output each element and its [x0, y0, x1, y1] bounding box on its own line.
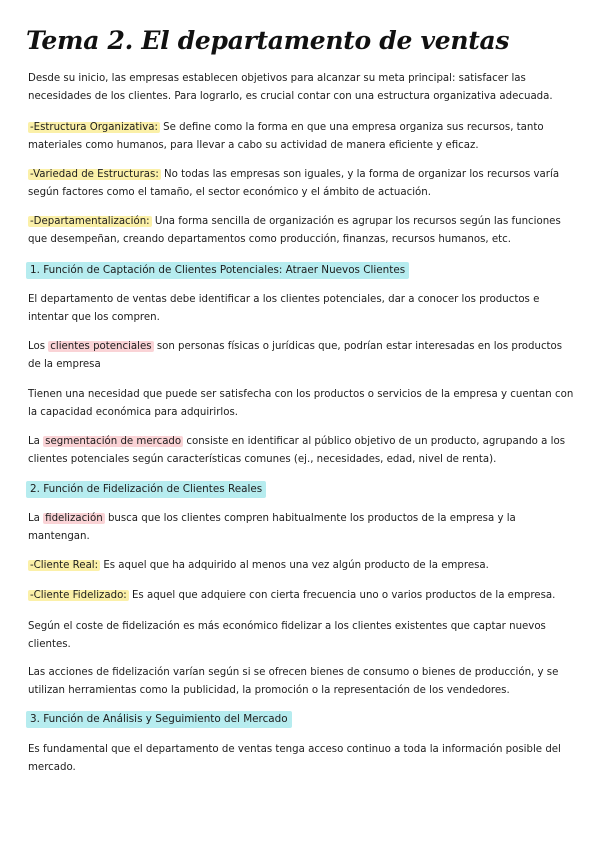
- departamentalizacion-term: -Departamentalización:: [30, 216, 150, 227]
- necesidad-paragraph: [28, 386, 576, 422]
- variedad-paragraph: [28, 166, 576, 202]
- potenciales-paragraph: [28, 338, 576, 374]
- estructura-term: -Estructura Organizativa:: [30, 122, 158, 133]
- cliente-fidelizado-paragraph: [28, 587, 576, 605]
- departamentalizacion-paragraph: [28, 213, 576, 249]
- fidelizacion-before: La: [28, 513, 44, 524]
- fidelizacion-term: fidelización: [45, 513, 103, 524]
- fidelizacion-after: busca que los clientes compren habitualmente los productos de la empresa y la mantengan.: [28, 513, 516, 542]
- analisis-paragraph: [28, 741, 576, 777]
- cliente-real-paragraph: [28, 557, 576, 575]
- captacion-paragraph: [28, 291, 576, 327]
- potenciales-before: Los: [28, 341, 49, 352]
- variedad-text: No todas las empresas son iguales, y la forma de organizar los recursos varía según factores como el tamaño, el sector económico y el ámbito de actuación.: [28, 169, 560, 198]
- cliente-fidelizado-text: Es aquel que adquiere con cierta frecuencia uno o varios productos de la empresa.: [128, 590, 556, 601]
- section-heading-1: 1. Función de Captación de Clientes Potenciales: Atraer Nuevos Clientes: [26, 262, 409, 279]
- acciones-text: Las acciones de fidelización varían según si se ofrecen bienes de consumo o bienes de producción, y se utilizan herramientas como la publicidad, la promoción o la representación de los vendedores.: [28, 667, 559, 696]
- analisis-text: Es fundamental que el departamento de ventas tenga acceso continuo a toda la información posible del mercado.: [28, 744, 561, 773]
- cliente-real-text: Es aquel que ha adquirido al menos una vez algún producto de la empresa.: [100, 560, 489, 571]
- acciones-paragraph: [28, 664, 576, 700]
- cliente-real-term: -Cliente Real:: [30, 560, 99, 571]
- fidelizacion-paragraph: [28, 510, 576, 546]
- intro-text: Desde su inicio, las empresas establecen objetivos para alcanzar su meta principal: satisfacer las necesidades de los clientes. Para lograrlo, es crucial contar con una estructura organizativa adecuada.: [28, 73, 553, 102]
- coste-paragraph: [28, 618, 576, 654]
- estructura-text: Se define como la forma en que una empresa organiza sus recursos, tanto materiales como humanos, para llevar a cabo su actividad de manera eficiente y eficaz.: [28, 122, 544, 151]
- section-heading-2: 2. Función de Fidelización de Clientes Reales: [26, 481, 266, 498]
- necesidad-text: Tienen una necesidad que puede ser satisfecha con los productos o servicios de la empresa y cuentan con la capacidad económica para adquirirlos.: [28, 389, 574, 418]
- captacion-text: El departamento de ventas debe identificar a los clientes potenciales, dar a conocer los productos e intentar que los compren.: [28, 294, 540, 323]
- segmentacion-paragraph: [28, 433, 576, 469]
- segmentacion-after: consiste en identificar al público objetivo de un producto, agrupando a los clientes potenciales según características comunes (ej., necesidades, edad, nivel de renta).: [28, 436, 565, 465]
- variedad-term: -Variedad de Estructuras:: [30, 169, 159, 180]
- cliente-fidelizado-term: -Cliente Fidelizado:: [30, 590, 127, 601]
- section-heading-3: 3. Función de Análisis y Seguimiento del Mercado: [26, 711, 292, 728]
- potenciales-term: clientes potenciales: [50, 341, 152, 352]
- departamentalizacion-text: Una forma sencilla de organización es agrupar los recursos según las funciones que desempeñan, creando departamentos como producción, finanzas, recursos humanos, etc.: [28, 216, 561, 245]
- page-title: Tema 2. El departamento de ventas: [26, 26, 510, 55]
- segmentacion-before: La: [28, 436, 44, 447]
- estructura-paragraph: [28, 119, 576, 155]
- intro-paragraph: [28, 70, 576, 106]
- potenciales-after: son personas físicas o jurídicas que, podrían estar interesadas en los productos de la empresa: [28, 341, 563, 370]
- coste-text: Según el coste de fidelización es más económico fidelizar a los clientes existentes que captar nuevos clientes.: [28, 621, 546, 650]
- segmentacion-term: segmentación de mercado: [45, 436, 182, 447]
